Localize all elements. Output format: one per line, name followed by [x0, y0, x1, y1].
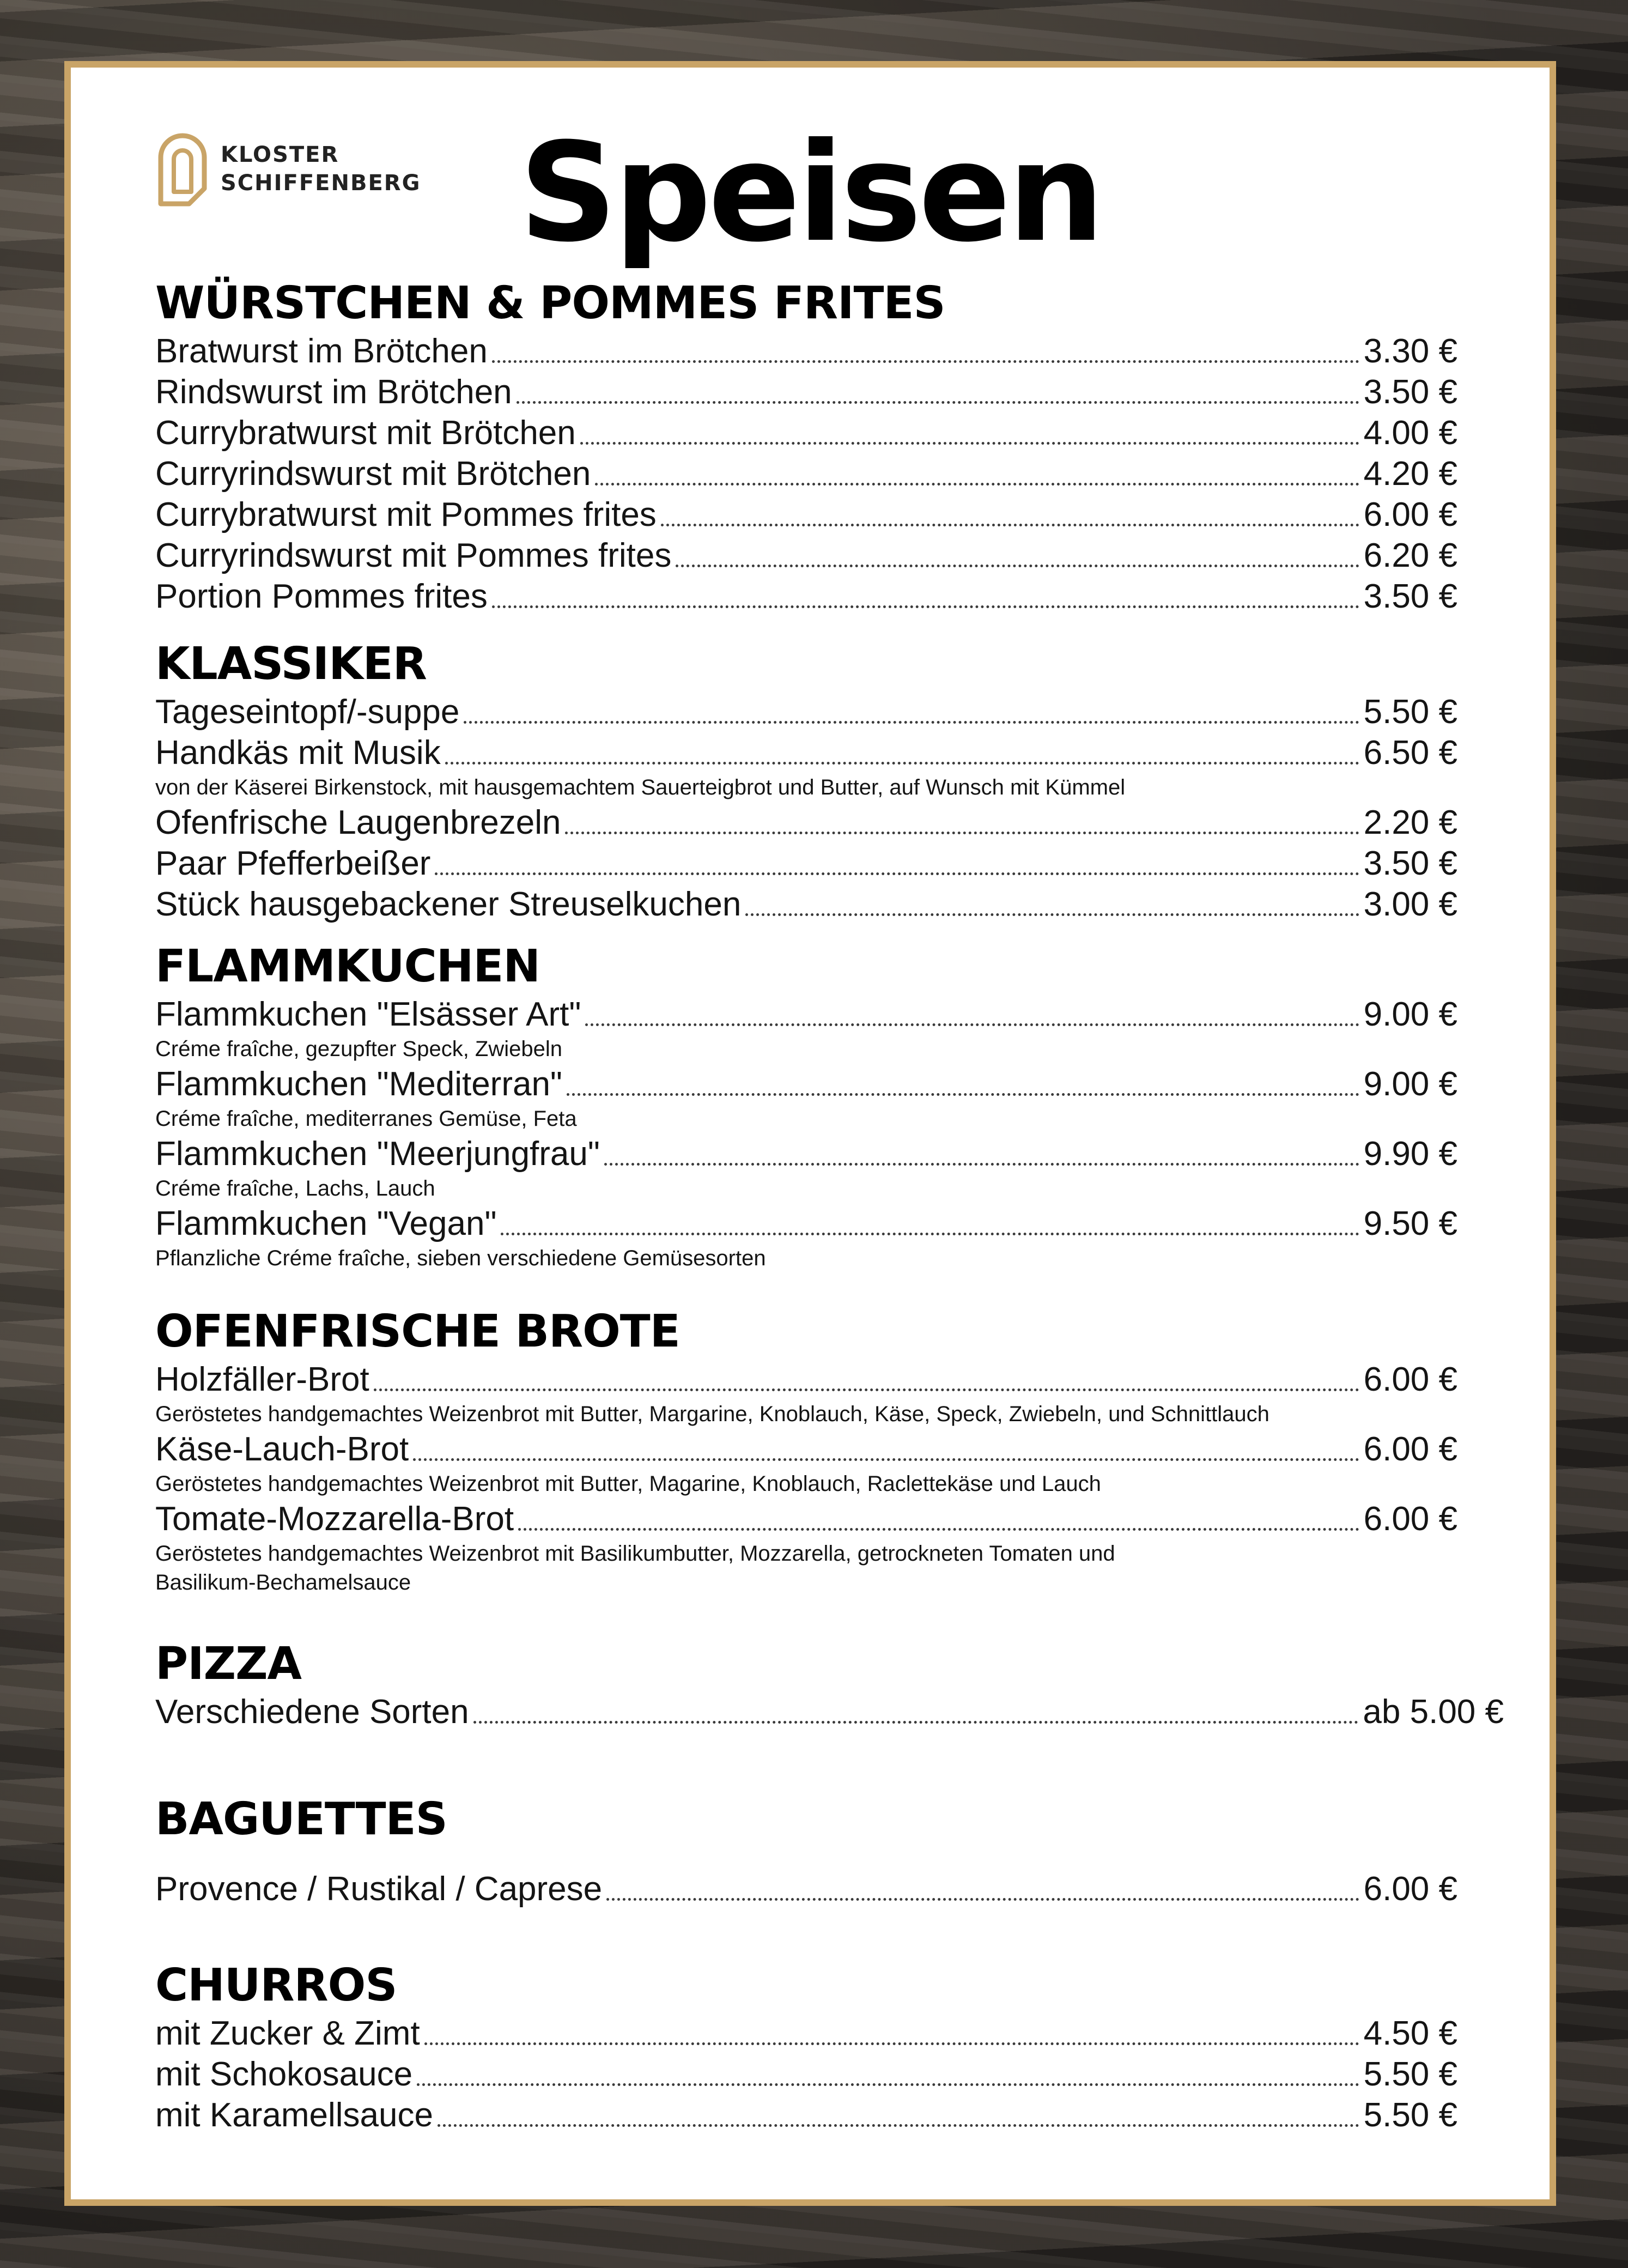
menu-card [64, 61, 1556, 2206]
item-price: 3.30 € [1363, 332, 1457, 370]
item-name: Curryrindswurst mit Brötchen [155, 455, 591, 493]
item-description: Créme fraîche, Lachs, Lauch [155, 1177, 435, 1200]
item-name: Flammkuchen "Meerjungfrau" [155, 1135, 600, 1173]
menu-item [155, 372, 1457, 413]
menu-item [155, 1429, 1457, 1470]
item-price: 3.50 € [1363, 373, 1457, 411]
section-heading: CHURROS [155, 1960, 397, 2011]
section-heading: KLASSIKER [155, 638, 427, 690]
dot-leader [374, 1388, 1359, 1391]
item-name: Portion Pommes frites [155, 578, 488, 615]
item-name: Currybratwurst mit Brötchen [155, 414, 576, 452]
dot-leader [565, 832, 1359, 834]
item-price: 4.20 € [1363, 455, 1457, 493]
dot-leader [473, 1721, 1359, 1724]
menu-item [155, 331, 1457, 372]
item-name: Bratwurst im Brötchen [155, 332, 488, 370]
dot-leader [517, 401, 1359, 404]
menu-item [155, 732, 1457, 773]
dot-leader [501, 1233, 1359, 1235]
menu-item [155, 1359, 1457, 1400]
item-price: 2.20 € [1363, 804, 1457, 841]
section-heading: OFENFRISCHE BROTE [155, 1306, 680, 1357]
item-price: 6.00 € [1363, 1500, 1457, 1538]
item-price: 6.00 € [1363, 1430, 1457, 1468]
menu-item [155, 413, 1457, 453]
item-price: 6.00 € [1363, 1870, 1457, 1908]
item-description: Pflanzliche Créme fraîche, sieben verschiedene Gemüsesorten [155, 1246, 766, 1270]
item-name: Handkäs mit Musik [155, 734, 441, 772]
item-price: 5.50 € [1363, 2055, 1457, 2093]
dot-leader [438, 2124, 1359, 2127]
section-heading: PIZZA [155, 1638, 301, 1690]
section-heading: WÜRSTCHEN & POMMES FRITES [155, 277, 945, 329]
dot-leader [492, 605, 1359, 608]
item-name: Paar Pfefferbeißer [155, 845, 431, 882]
item-price: 6.50 € [1363, 734, 1457, 772]
dot-leader [676, 565, 1359, 567]
item-price: 9.50 € [1363, 1205, 1457, 1242]
menu-item [155, 494, 1457, 535]
item-price: 5.50 € [1363, 693, 1457, 731]
item-name: Provence / Rustikal / Caprese [155, 1870, 603, 1908]
item-name: Verschiedene Sorten [155, 1693, 469, 1731]
dot-leader [567, 1093, 1359, 1096]
item-name: mit Karamellsauce [155, 2096, 433, 2134]
item-name: mit Zucker & Zimt [155, 2015, 420, 2052]
menu-item [155, 1064, 1457, 1105]
item-description: von der Käserei Birkenstock, mit hausgemachtem Sauerteigbrot und Butter, auf Wunsch mit Kümmel [155, 775, 1126, 799]
dot-leader [413, 1458, 1359, 1461]
section-heading: FLAMMKUCHEN [155, 941, 540, 992]
item-name: Käse-Lauch-Brot [155, 1430, 409, 1468]
menu-section [155, 939, 1457, 1273]
item-price: 3.50 € [1363, 845, 1457, 882]
logo-line-2: SCHIFFENBERG [221, 171, 421, 196]
item-description: Geröstetes handgemachtes Weizenbrot mit Butter, Magarine, Knoblauch, Raclettekäse und Lauch [155, 1472, 1101, 1496]
dot-leader [492, 360, 1359, 363]
item-name: Ofenfrische Laugenbrezeln [155, 804, 561, 841]
menu-item [155, 1869, 1457, 1909]
menu-item [155, 2013, 1457, 2054]
menu-section [155, 637, 1457, 925]
item-price: 3.00 € [1363, 886, 1457, 923]
dot-leader [518, 1528, 1359, 1531]
item-price: 4.00 € [1363, 414, 1457, 452]
menu-section [155, 1958, 1457, 2136]
item-description: Geröstetes handgemachtes Weizenbrot mit Butter, Margarine, Knoblauch, Käse, Speck, Zwiebeln, und Schnittlauch [155, 1402, 1269, 1426]
page-title: Speisen [519, 113, 1102, 272]
dot-leader [661, 524, 1359, 526]
item-price: ab 5.00 € [1363, 1693, 1504, 1731]
item-description: Créme fraîche, mediterranes Gemüse, Feta [155, 1107, 577, 1131]
item-price: 6.00 € [1363, 1361, 1457, 1398]
menu-item [155, 802, 1457, 843]
item-description: Geröstetes handgemachtes Weizenbrot mit Basilikumbutter, Mozzarella, getrockneten Tomaten und Basilikum-Bechamelsauce [155, 1542, 1115, 1594]
dot-leader [445, 762, 1359, 765]
item-name: Tomate-Mozzarella-Brot [155, 1500, 514, 1538]
menu-item [155, 576, 1457, 617]
item-price: 9.00 € [1363, 1065, 1457, 1103]
dot-leader [424, 2042, 1359, 2045]
menu-item [155, 1691, 1504, 1732]
logo-line-1: KLOSTER [221, 142, 339, 167]
item-price: 3.50 € [1363, 578, 1457, 615]
dot-leader [606, 1898, 1359, 1901]
dot-leader [435, 872, 1359, 875]
item-name: Curryrindswurst mit Pommes frites [155, 537, 672, 574]
menu-item [155, 2054, 1457, 2095]
menu-item [155, 535, 1457, 576]
menu-item [155, 884, 1457, 925]
item-name: Flammkuchen "Vegan" [155, 1205, 497, 1242]
item-description: Créme fraîche, gezupfter Speck, Zwiebeln [155, 1037, 563, 1061]
item-name: mit Schokosauce [155, 2055, 413, 2093]
menu-section [155, 1792, 1457, 1909]
dot-leader [745, 913, 1359, 916]
item-name: Stück hausgebackener Streuselkuchen [155, 886, 742, 923]
menu-item [155, 1203, 1457, 1244]
section-heading: BAGUETTES [155, 1793, 447, 1845]
menu-item [155, 843, 1457, 884]
dot-leader [580, 442, 1359, 445]
dot-leader [595, 483, 1359, 486]
item-price: 6.00 € [1363, 496, 1457, 533]
menu-item [155, 1133, 1457, 1174]
menu-item [155, 994, 1457, 1035]
item-price: 9.90 € [1363, 1135, 1457, 1173]
item-price: 6.20 € [1363, 537, 1457, 574]
item-name: Holzfäller-Brot [155, 1361, 369, 1398]
item-price: 4.50 € [1363, 2015, 1457, 2052]
item-price: 5.50 € [1363, 2096, 1457, 2134]
menu-item [155, 692, 1457, 732]
menu-item [155, 1499, 1457, 1539]
item-name: Flammkuchen "Elsässer Art" [155, 996, 581, 1033]
item-name: Flammkuchen "Mediterran" [155, 1065, 562, 1103]
menu-item [155, 2095, 1457, 2136]
menu-section [155, 1305, 1457, 1597]
item-name: Tageseintopf/-suppe [155, 693, 460, 731]
item-name: Currybratwurst mit Pommes frites [155, 496, 657, 533]
dot-leader [585, 1023, 1359, 1026]
menu-section [155, 1637, 1504, 1732]
dot-leader [464, 721, 1359, 724]
menu-item [155, 453, 1457, 494]
item-name: Rindswurst im Brötchen [155, 373, 512, 411]
menu-section [155, 276, 1457, 617]
item-price: 9.00 € [1363, 996, 1457, 1033]
dot-leader [417, 2083, 1359, 2086]
dot-leader [604, 1163, 1359, 1166]
